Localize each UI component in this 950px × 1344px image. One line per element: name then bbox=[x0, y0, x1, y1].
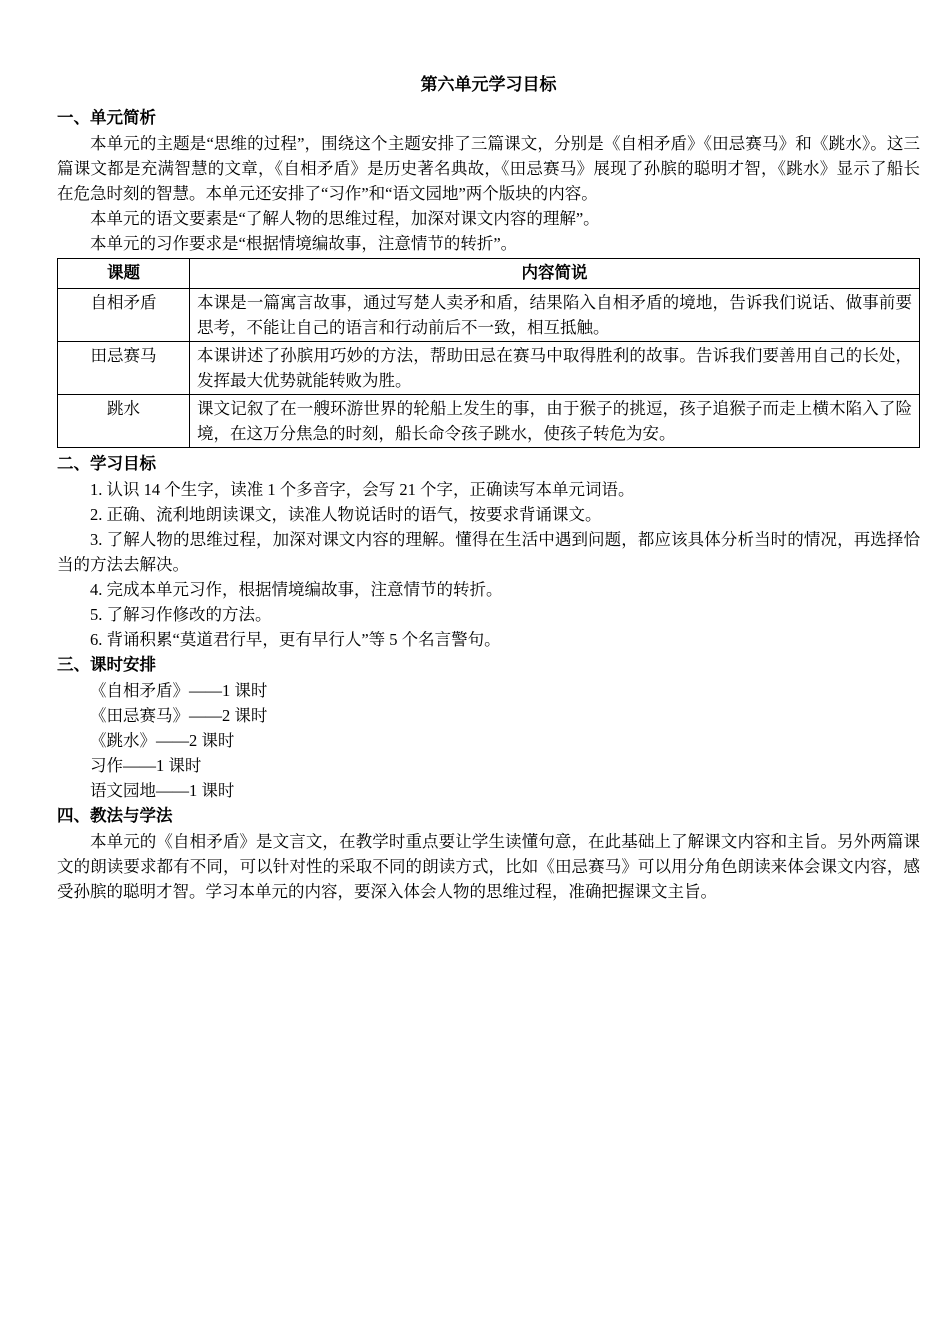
section-1-paragraph-1: 本单元的主题是“思维的过程”，围绕这个主题安排了三篇课文，分别是《自相矛盾》《田忌赛马》和《跳水》。这三篇课文都是充满智慧的文章，《自相矛盾》是历史著名典故，《田忌赛马》展现了孙膑的聪明才智，《跳水》显示了船长在危急时刻的智慧。本单元还安排了“习作”和“语文园地”两个版块的内容。 bbox=[57, 134, 920, 203]
table-row bbox=[58, 342, 920, 395]
page-title: 第六单元学习目标 bbox=[420, 75, 557, 94]
table-header-row bbox=[58, 259, 920, 289]
section-3-heading: 三、课时安排 bbox=[57, 656, 156, 674]
section-2-heading: 二、学习目标 bbox=[57, 455, 156, 473]
section-4-paragraph: 本单元的《自相矛盾》是文言文，在教学时重点要让学生读懂句意，在此基础上了解课文内容和主旨。另外两篇课文的朗读要求都有不同，可以针对性的采取不同的朗读方式，比如《田忌赛马》可以用分角色朗读来体会课文内容，感受孙膑的聪明才智。学习本单元的内容，要深入体会人物的思维过程，准确把握课文主旨。 bbox=[57, 832, 920, 901]
table-cell-summary: 本课是一篇寓言故事，通过写楚人卖矛和盾，结果陷入自相矛盾的境地，告诉我们说话、做事前要思考，不能让自己的语言和行动前后不一致，相互抵触。 bbox=[190, 289, 920, 342]
table-cell-topic: 田忌赛马 bbox=[58, 342, 190, 395]
table-row bbox=[58, 395, 920, 448]
table-row bbox=[58, 289, 920, 342]
section-1-heading: 一、单元简析 bbox=[57, 109, 156, 127]
table-cell-topic: 自相矛盾 bbox=[58, 289, 190, 342]
table-cell-topic: 跳水 bbox=[58, 395, 190, 448]
section-1-paragraph-3: 本单元的习作要求是“根据情境编故事，注意情节的转折”。 bbox=[90, 234, 518, 253]
section-1-paragraph-2: 本单元的语文要素是“了解人物的思维过程，加深对课文内容的理解”。 bbox=[90, 209, 600, 228]
schedule-line-2: 《田忌赛马》——2 课时 bbox=[90, 706, 268, 725]
table-header-summary: 内容简说 bbox=[190, 259, 920, 289]
schedule-line-3: 《跳水》——2 课时 bbox=[90, 731, 235, 750]
learning-goal-item-4: 4. 完成本单元习作，根据情境编故事，注意情节的转折。 bbox=[90, 580, 503, 599]
lesson-summary-table bbox=[57, 258, 920, 448]
learning-goal-item-3: 3. 了解人物的思维过程，加深对课文内容的理解。懂得在生活中遇到问题，都应该具体分析当时的情况，再选择恰当的方法去解决。 bbox=[57, 530, 920, 574]
learning-goal-item-1: 1. 认识 14 个生字，读准 1 个多音字，会写 21 个字，正确读写本单元词语。 bbox=[90, 480, 635, 499]
learning-goal-item-6: 6. 背诵积累“莫道君行早，更有早行人”等 5 个名言警句。 bbox=[90, 630, 501, 649]
learning-goal-item-5: 5. 了解习作修改的方法。 bbox=[90, 605, 272, 624]
section-4-heading: 四、教法与学法 bbox=[57, 807, 173, 825]
learning-goal-item-2: 2. 正确、流利地朗读课文，读准人物说话时的语气，按要求背诵课文。 bbox=[90, 505, 602, 524]
schedule-line-1: 《自相矛盾》——1 课时 bbox=[90, 681, 268, 700]
schedule-line-5: 语文园地——1 课时 bbox=[90, 781, 235, 800]
table-header-topic: 课题 bbox=[58, 259, 190, 289]
schedule-line-4: 习作——1 课时 bbox=[90, 756, 202, 775]
table-cell-summary: 本课讲述了孙膑用巧妙的方法，帮助田忌在赛马中取得胜利的故事。告诉我们要善用自己的长处，发挥最大优势就能转败为胜。 bbox=[190, 342, 920, 395]
table-cell-summary: 课文记叙了在一艘环游世界的轮船上发生的事，由于猴子的挑逗，孩子追猴子而走上横木陷入了险境，在这万分焦急的时刻，船长命令孩子跳水，使孩子转危为安。 bbox=[190, 395, 920, 448]
